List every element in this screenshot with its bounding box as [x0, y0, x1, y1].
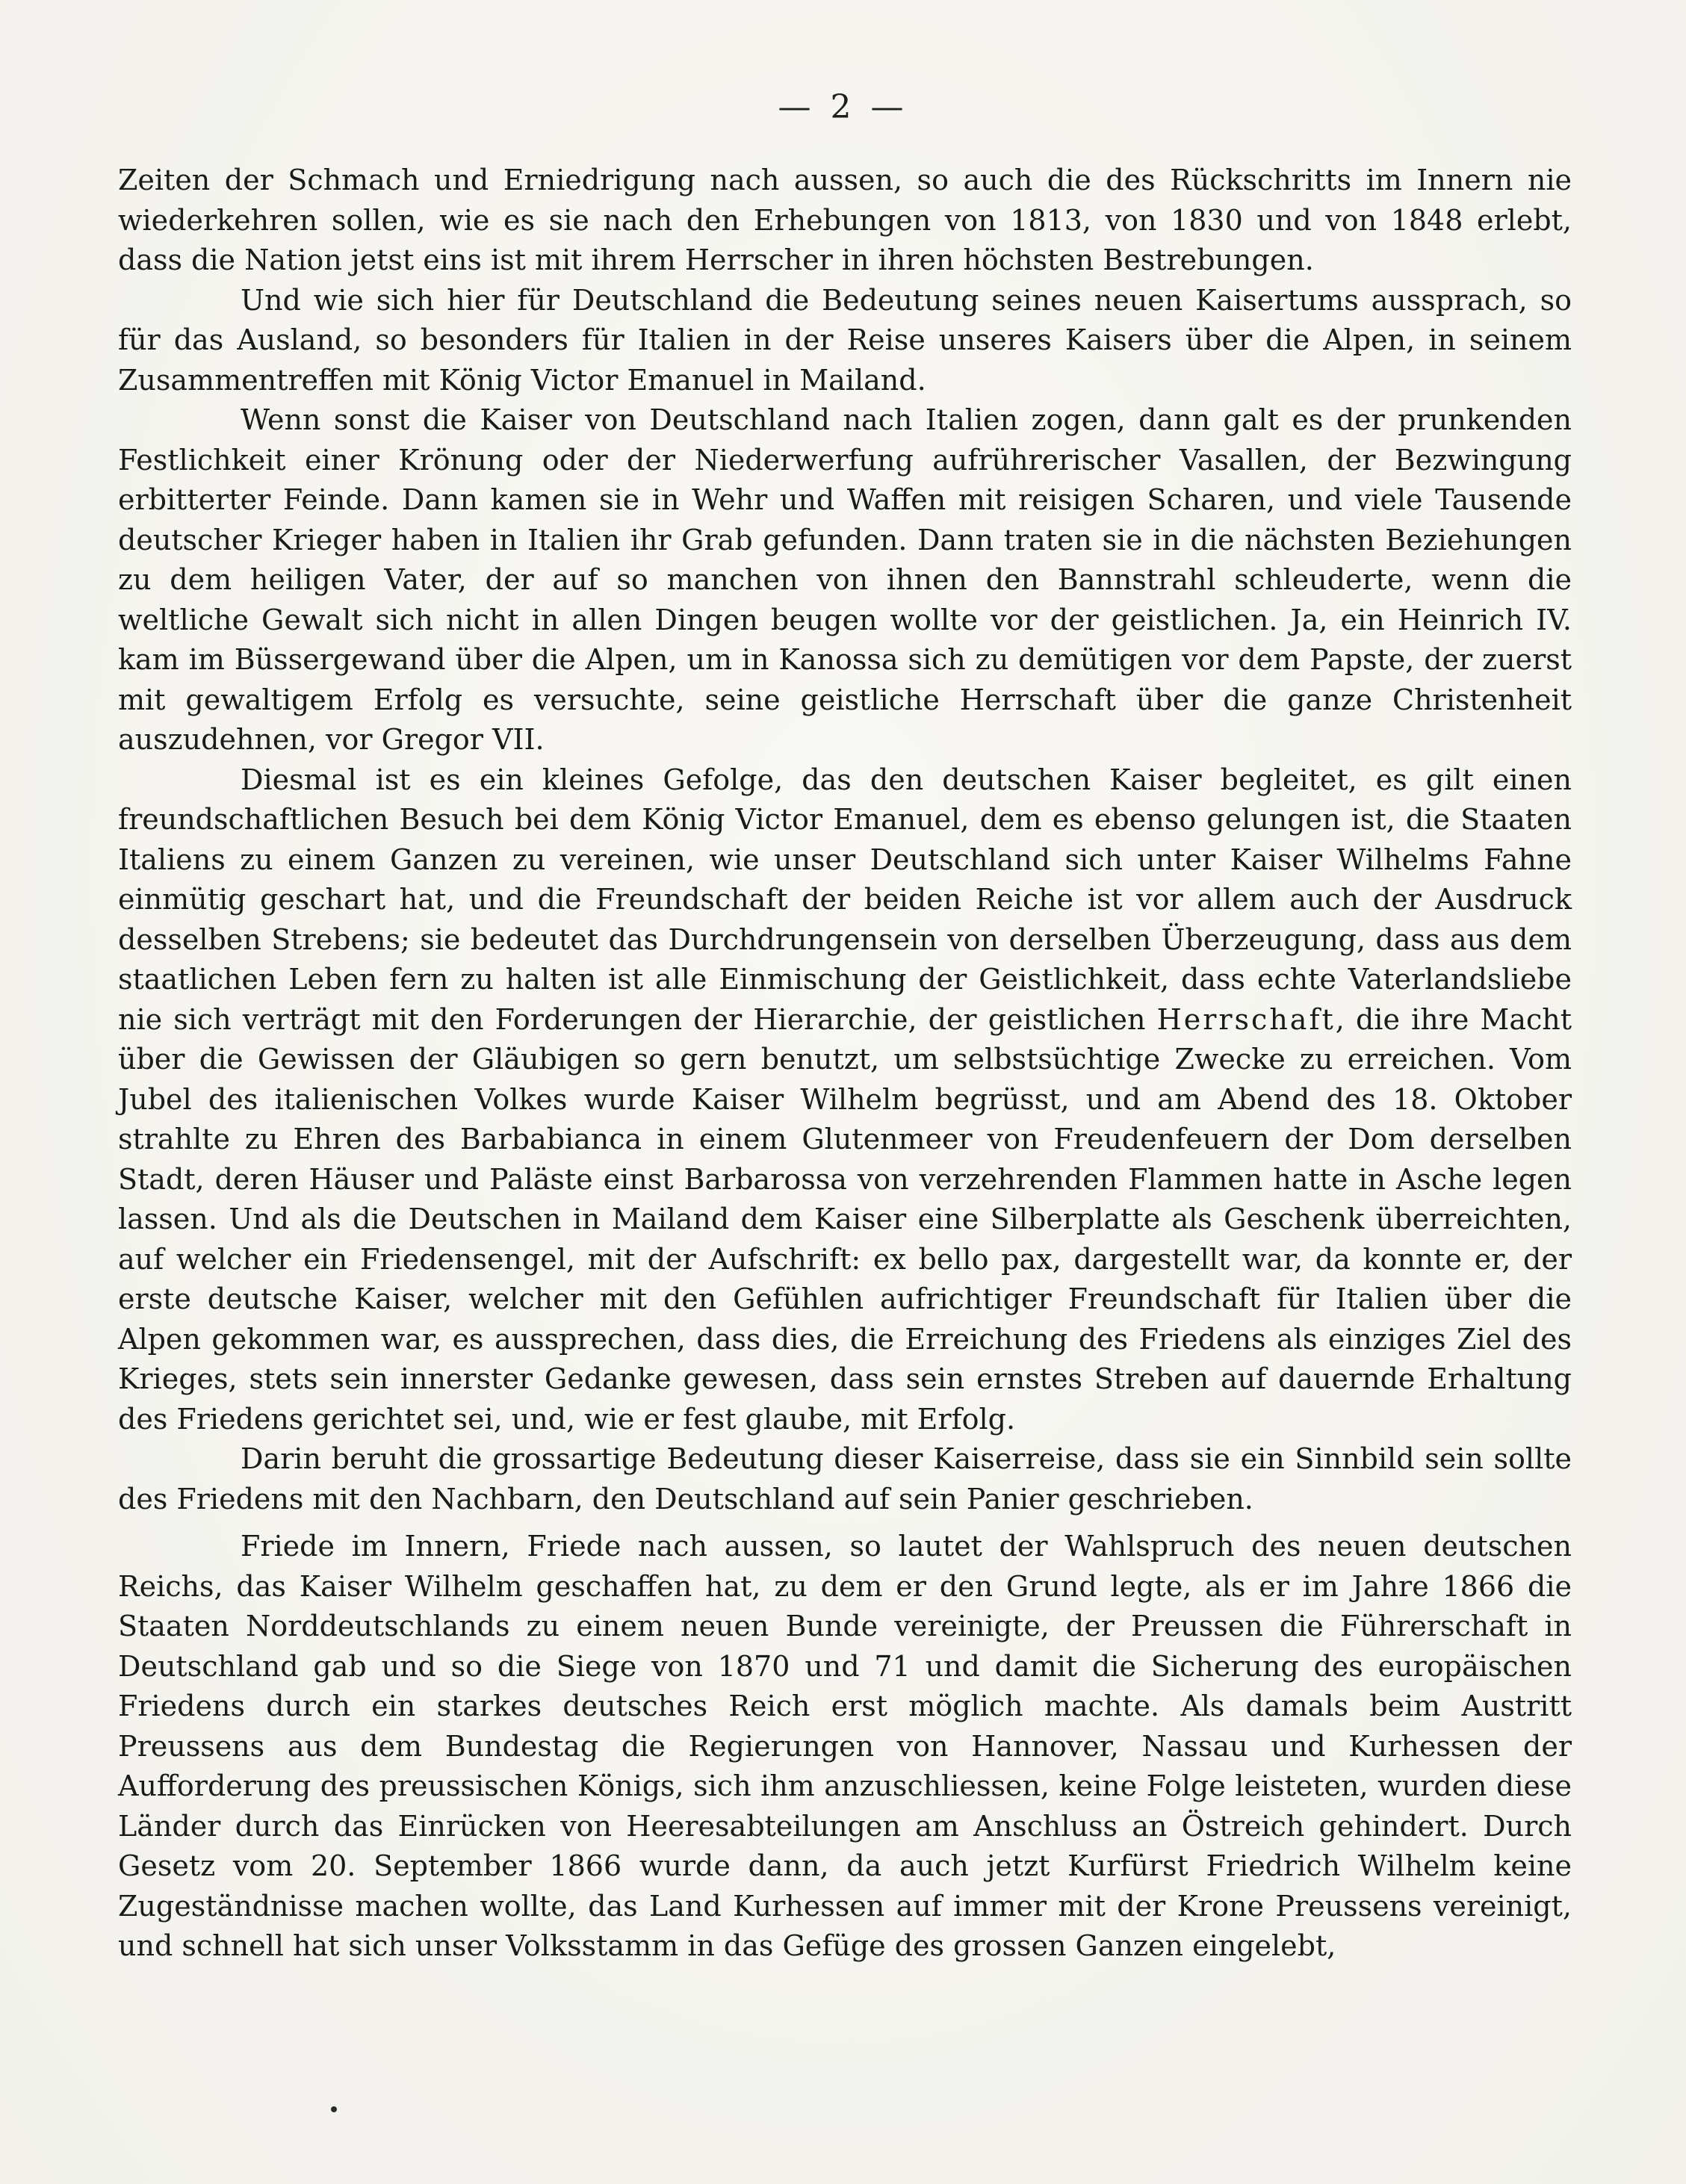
emphasis-herrschaft: Herrschaft	[1156, 1002, 1336, 1036]
paragraph-diesmal-part2: , die ihre Macht über die Gewissen der Gläubigen so gern benutzt, um selbstsüchtige Zwecke zu erreichen. Vom Jubel des italienischen Volkes wurde Kaiser Wilhelm begrüsst, und am Abend des 18. Oktober strahlte zu Ehren des Barbabianca in einem Glutenmeer von Freudenfeuern der Dom derselben Stadt, deren Häuser und Paläste einst Barbarossa von verzehrenden Flammen hatte in Asche legen lassen. Und als die Deutschen in Mailand dem Kaiser eine Silberplatte als Geschenk überreichten, auf welcher ein Friedensengel, mit der Aufschrift: ex bello pax, dargestellt war, da konnte er, der erste deutsche Kaiser, welcher mit den Gefühlen aufrichtiger Freundschaft für Italien über die Alpen gekommen war, es aussprechen, dass dies, die Erreichung des Friedens als einziges Ziel des Krieges, stets sein innerster Gedanke gewesen, dass sein ernstes Streben auf dauernde Erhaltung des Friedens gerichtet sei, und, wie er fest glaube, mit Erfolg.	[118, 1002, 1572, 1436]
page-number: — 2 —	[778, 88, 908, 126]
body-text	[118, 161, 1572, 1967]
ink-speck	[331, 2106, 337, 2112]
paragraph-diesmal	[118, 760, 1572, 1440]
paragraph-friede: Friede im Innern, Friede nach aussen, so lautet der Wahlspruch des neuen deutschen Reichs, das Kaiser Wilhelm geschaffen hat, zu dem er den Grund legte, als er im Jahre 1866 die Staaten Norddeutschlands zu einem neuen Bunde vereinigte, der Preussen die Führerschaft in Deutschland gab und so die Siege von 1870 und 71 und damit die Sicherung des europäischen Friedens durch ein starkes deutsches Reich erst möglich machte. Als damals beim Austritt Preussens aus dem Bundestag die Regierungen von Hannover, Nassau und Kurhessen der Aufforderung des preussischen Königs, sich ihm anzuschliessen, keine Folge leisteten, wurden diese Länder durch das Einrücken von Heeresabteilungen am Anschluss an Östreich gehindert. Durch Gesetz vom 20. September 1866 wurde dann, da auch jetzt Kurfürst Friedrich Wilhelm keine Zugeständnisse machen wollte, das Land Kurhessen auf immer mit der Krone Preussens vereinigt, und schnell hat sich unser Volksstamm in das Gefüge des grossen Ganzen eingelebt,	[118, 1530, 1572, 1962]
paragraph-kaisertum: Und wie sich hier für Deutschland die Bedeutung seines neuen Kaisertums aussprach, so für das Ausland, so besonders für Italien in der Reise unseres Kaisers über die Alpen, in seinem Zusammentreffen mit König Victor Emanuel in Mailand.	[118, 283, 1572, 397]
paragraph-continuation: Zeiten der Schmach und Erniedrigung nach aussen, so auch die des Rückschritts im Innern nie wiederkehren sollen, wie es sie nach den Erhebungen von 1813, von 1830 und von 1848 erlebt, dass die Nation jetst eins ist mit ihrem Herrscher in ihren höchsten Bestrebungen.	[118, 164, 1572, 276]
paragraph-kaiser-italien: Wenn sonst die Kaiser von Deutschland nach Italien zogen, dann galt es der prunkenden Festlichkeit einer Krönung oder der Niederwerfung aufrührerischer Vasallen, der Bezwingung erbitterter Feinde. Dann kamen sie in Wehr und Waffen mit reisigen Scharen, und viele Tausende deutscher Krieger haben in Italien ihr Grab gefunden. Dann traten sie in die nächsten Beziehungen zu dem heiligen Vater, der auf so manchen von ihnen den Bannstrahl schleuderte, wenn die weltliche Gewalt sich nicht in allen Dingen beugen wollte vor der geistlichen. Ja, ein Heinrich IV. kam im Büssergewand über die Alpen, um in Kanossa sich zu demütigen vor dem Papste, der zuerst mit gewaltigem Erfolg es versuchte, seine geistliche Herrschaft über die ganze Christenheit auszudehnen, vor Gregor VII.	[118, 403, 1572, 756]
paragraph-bedeutung: Darin beruht die grossartige Bedeutung dieser Kaiserreise, dass sie ein Sinnbild sein sollte des Friedens mit den Nachbarn, den Deutschland auf sein Panier geschrieben.	[118, 1442, 1572, 1516]
paragraph-diesmal-part1: Diesmal ist es ein kleines Gefolge, das den deutschen Kaiser begleitet, es gilt einen freundschaftlichen Besuch bei dem König Victor Emanuel, dem es ebenso gelungen ist, die Staaten Italiens zu einem Ganzen zu vereinen, wie unser Deutschland sich unter Kaiser Wilhelms Fahne einmütig geschart hat, und die Freundschaft der beiden Reiche ist vor allem auch der Ausdruck desselben Strebens; sie bedeutet das Durchdrungensein von derselben Überzeugung, dass aus dem staatlichen Leben fern zu halten ist alle Einmischung der Geistlichkeit, dass echte Vaterlandsliebe nie sich verträgt mit den Forderungen der Hierarchie, der geistlichen	[118, 763, 1572, 1036]
